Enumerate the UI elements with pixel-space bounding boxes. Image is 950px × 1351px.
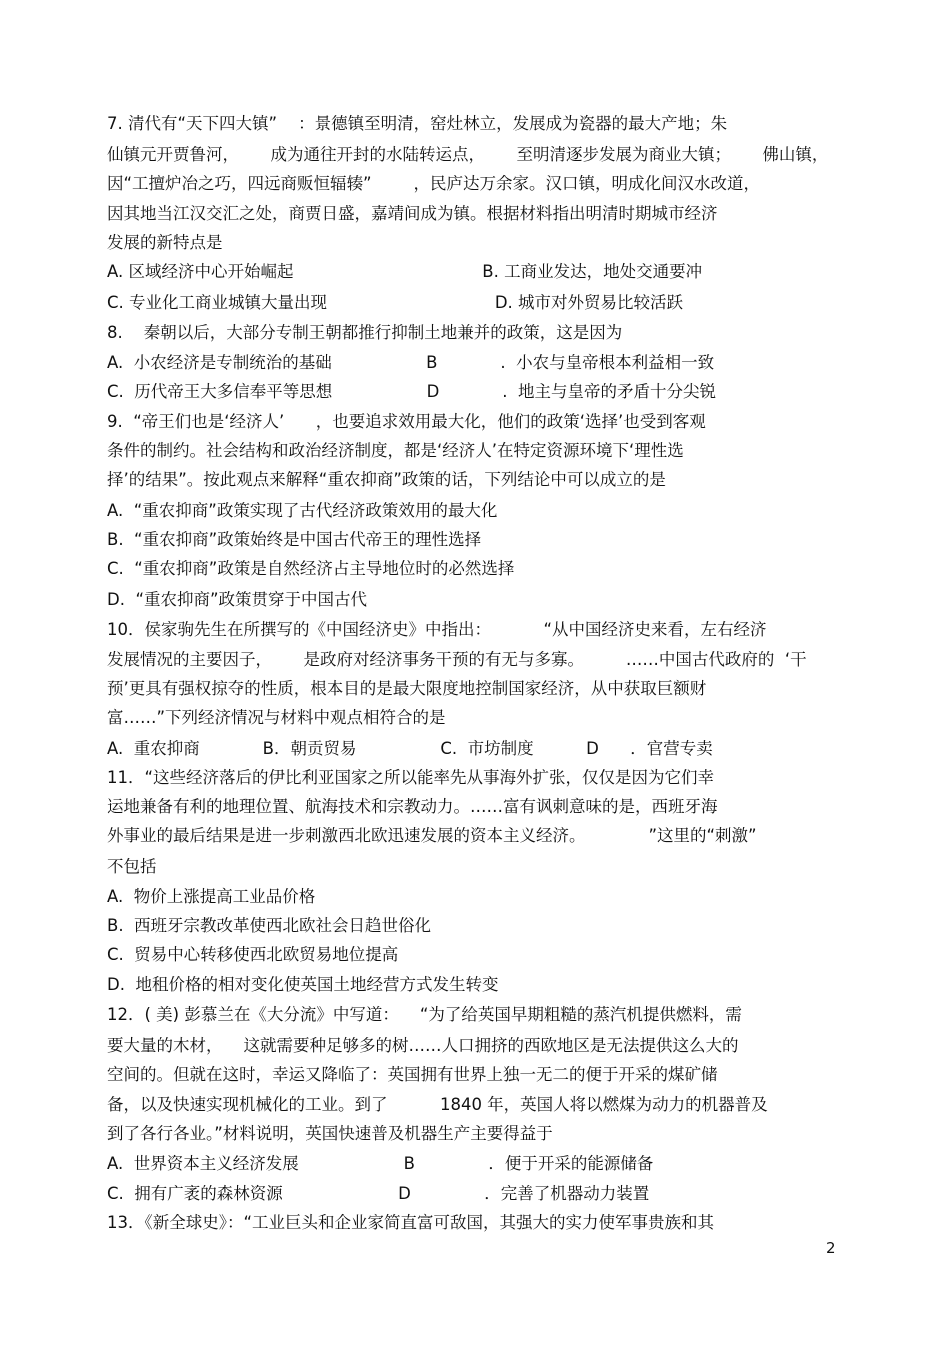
q9-line-3: 择’的结果”。按此观点来解释“重农抑商”政策的话，下列结论中可以成立的是 [107, 470, 666, 489]
q11-option-c: C. 贸易中心转移使西北欧贸易地位提高 [107, 945, 399, 964]
q9-option-a: A. “重农抑商”政策实现了古代经济政策效用的最大化 [107, 501, 498, 520]
q11-option-d: D. 地租价格的相对变化使英国土地经营方式发生转变 [107, 975, 499, 994]
q10-options: A. 重农抑商 B．朝贡贸易 C. 市坊制度 D ．官营专卖 [107, 739, 713, 758]
q9-line-2: 条件的制约。社会结构和政治经济制度，都是‘经济人’在特定资源环境下‘理性选 [107, 441, 684, 460]
q12-options-ab: A. 世界资本主义经济发展 B ．便于开采的能源储备 [107, 1154, 654, 1173]
q9-line-1: 9. “帝王们也是‘经济人’ ，也要追求效用最大化，他们的政策‘选择’也受到客观 [107, 412, 706, 431]
q12-line-2: 要大量的木材， 这就需要种足够多的树……人口拥挤的西欧地区是无法提供这么大的 [107, 1036, 739, 1055]
q11-line-2: 运地兼备有利的地理位置、航海技术和宗教动力。……富有讽刺意味的是，西班牙海 [107, 797, 718, 816]
q7-line-1: 7. 清代有“天下四大镇” ：景德镇至明清，窑灶林立，发展成为瓷器的最大产地；朱 [107, 114, 728, 133]
q11-line-4: 不包括 [107, 857, 157, 876]
q12-line-5: 到了各行各业。”材料说明，英国快速普及机器生产主要得益于 [107, 1124, 553, 1143]
q10-line-3: 预’更具有强权掠夺的性质，根本目的是最大限度地控制国家经济，从中获取巨额财 [107, 679, 707, 698]
q11-option-a: A. 物价上涨提高工业品价格 [107, 887, 316, 906]
q9-option-d: D. “重农抑商”政策贯穿于中国古代 [107, 590, 368, 609]
q11-option-b: B. 西班牙宗教改革使西北欧社会日趋世俗化 [107, 916, 432, 935]
q7-line-5: 发展的新特点是 [107, 233, 223, 252]
q10-line-1: 10．侯家驹先生在所撰写的《中国经济史》中指出： “从中国经济史来看，左右经济 [107, 620, 767, 639]
q12-options-cd: C. 拥有广袤的森林资源 D ．完善了机器动力装置 [107, 1184, 650, 1203]
q11-line-3: 外事业的最后结果是进一步刺激西北欧迅速发展的资本主义经济。 ”这里的“刺激” [107, 826, 757, 845]
q10-line-4: 富……”下列经济情况与材料中观点相符合的是 [107, 708, 446, 727]
q13-line-1: 13．《新全球史》：“工业巨头和企业家简直富可敌国，其强大的实力使军事贵族和其 [107, 1213, 715, 1232]
q9-option-b: B. “重农抑商”政策始终是中国古代帝王的理性选择 [107, 530, 482, 549]
q12-line-3: 空间的。但就在这时，幸运又降临了：英国拥有世界上独一无二的便于开采的煤矿储 [107, 1065, 718, 1084]
q11-line-1: 11．“这些经济落后的伊比利亚国家之所以能率先从事海外扩张，仅仅是因为它们幸 [107, 768, 715, 787]
page-number: 2 [826, 1239, 836, 1257]
q7-line-3: 因“工擅炉冶之巧，四远商贩恒辐辏” ，民庐达万余家。汉口镇，明成化间汉水改道， [107, 174, 761, 193]
q7-line-2: 仙镇元开贾鲁河， 成为通往开封的水陆转运点， 至明清逐步发展为商业大镇； 佛山镇， [107, 145, 829, 164]
q12-line-1: 12．( 美) 彭慕兰在《大分流》中写道： “为了给英国早期粗糙的蒸汽机提供燃料，需 [107, 1005, 742, 1024]
q8-options-ab: A. 小农经济是专制统治的基础 B . 小农与皇帝根本利益相一致 [107, 353, 715, 372]
q8-options-cd: C. 历代帝王大多信奉平等思想 D . 地主与皇帝的矛盾十分尖锐 [107, 382, 717, 401]
q12-line-4: 备，以及快速实现机械化的工业。到了 1840 年，英国人将以燃煤为动力的机器普及 [107, 1095, 768, 1114]
q9-option-c: C. “重农抑商”政策是自然经济占主导地位时的必然选择 [107, 559, 515, 578]
q7-options-cd: C. 专业化工商业城镇大量出现 D. 城市对外贸易比较活跃 [107, 293, 684, 312]
q7-options-ab: A. 区域经济中心开始崛起 B. 工商业发达，地处交通要冲 [107, 262, 703, 281]
q7-line-4: 因其地当江汉交汇之处，商贾日盛，嘉靖间成为镇。根据材料指出明清时期城市经济 [107, 204, 718, 223]
q8-stem: 8. 秦朝以后，大部分专制王朝都推行抑制土地兼并的政策，这是因为 [107, 323, 623, 342]
q10-line-2: 发展情况的主要因子， 是政府对经济事务干预的有无与多寡。 ……中国古代政府的 ‘干 [107, 650, 807, 669]
